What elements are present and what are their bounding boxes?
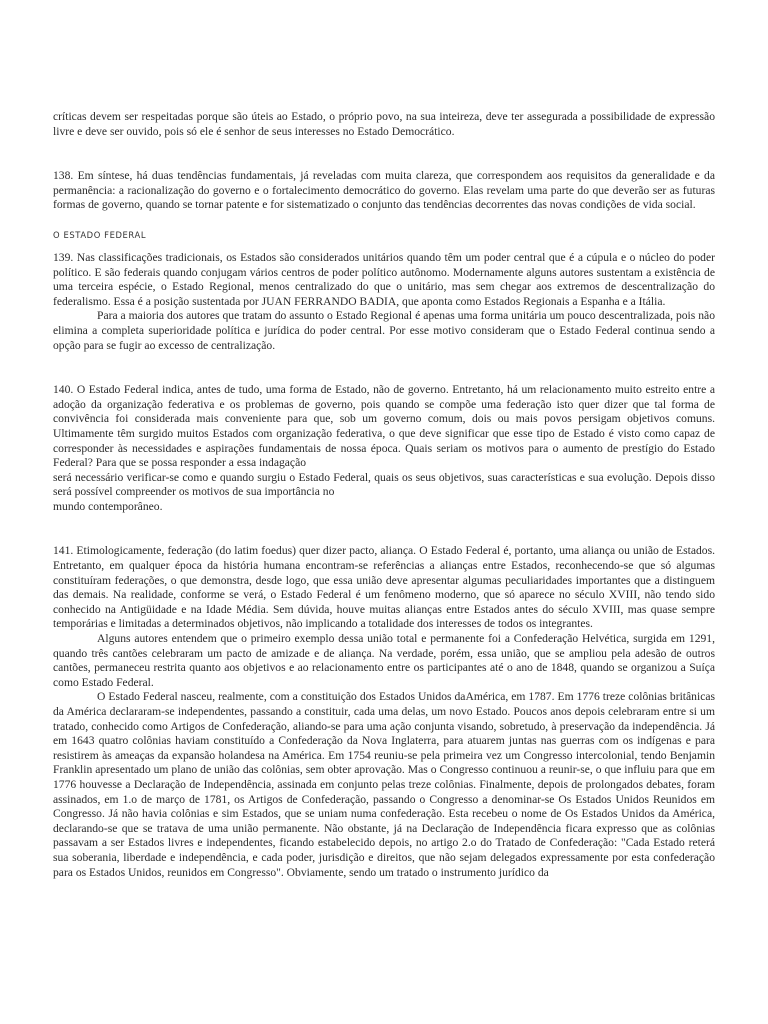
paragraph-141-continued: Alguns autores entendem que o primeiro exemplo dessa união total e permanente foi a Confederação Helvética, surgida em 1291, quando três cantões celebraram um pacto de amizade e de aliança. Na verdade, porém, essa união, que se ampliou pela adesão de outros cantões, permaneceu restrita quanto aos objetivos e ao relacionamento entre os participantes até o ano de 1848, quando se organizou a Suíça como Estado Federal. bbox=[53, 632, 715, 689]
paragraph-140-line3: mundo contemporâneo. bbox=[53, 499, 163, 513]
paragraph-138: 138. Em síntese, há duas tendências fundamentais, já reveladas com muita clareza, que correspondem aos requisitos da generalidade e da permanência: a racionalização do governo e o fortalecimento democrático do governo. Elas revelam uma parte do que deverão ser as futuras formas de governo, quando se tornar patente e for sistematizado o conjunto das tendências decorrentes das novas condições de vida social. bbox=[53, 169, 715, 212]
paragraph-139: 139. Nas classificações tradicionais, os Estados são considerados unitários quando têm um poder central que é a cúpula e o núcleo do poder político. E são federais quando conjugam vários centros de poder político autônomo. Modernamente alguns autores sustentam a existência de uma terceira espécie, o Estado Regional, menos centralizado do que o unitário, mas sem chegar aos extremos de descentralização do federalismo. Essa é a posição sustentada por JUAN FERRANDO BADIA, que aponta como Estados Regionais a Espanha e a Itália. bbox=[53, 250, 715, 308]
section-heading: O ESTADO FEDERAL bbox=[53, 229, 147, 240]
paragraph-141: 141. Etimologicamente, federação (do latim foedus) quer dizer pacto, aliança. O Estado Federal é, portanto, uma aliança ou união de Estados. Entretanto, em qualquer época da história humana encontram-se referências a alianças entre Estados, reconhecendo-se que só algumas constituíram federações, o que demonstra, desde logo, que essa união deve apresentar algumas peculiaridades importantes que a distinguem das demais. Na realidade, conforme se verá, o Estado Federal é um fenômeno moderno, que só aparece no século XVIII, não tendo sido conhecido na Antigüidade e na Idade Média. Sem dúvida, houve muitas alianças entre Estados antes do século XVIII, mas quase sempre temporárias e limitadas a determinados objetivos, não implicando a totalidade dos interesses de todos os integrantes. bbox=[53, 544, 715, 631]
paragraph-intro: críticas devem ser respeitadas porque são úteis ao Estado, o próprio povo, na sua inteireza, deve ter assegurada a possibilidade de expressão livre e deve ser ouvido, pois só ele é senhor de seus interesses no Estado Democrático. bbox=[53, 110, 715, 138]
paragraph-141-continued-2: O Estado Federal nasceu, realmente, com a constituição dos Estados Unidos daAmérica, em 1787. Em 1776 treze colônias britânicas da América declararam-se independentes, passando a constituir, cada uma delas, um novo Estado. Poucos anos depois celebraram entre si um tratado, conhecido como Artigos de Confederação, aliando-se para uma ação conjunta visando, sobretudo, à preservação da independência. Já em 1643 quatro colônias haviam constituído a Confederação da Nova Inglaterra, para atuarem juntas nas guerras com os indígenas e para resistirem às ameaças da expansão holandesa na América. Em 1754 reuniu-se pela primeira vez um Congresso intercolonial, tendo Benjamin Franklin apresentado um plano de união das colônias, sem obter aprovação. Mas o Congresso continuou a reunir-se, o que influiu para que em 1776 houvesse a Declaração de Independência, assinada em conjunto pelas treze colônias. Finalmente, depois de prolongados debates, foram assinados, em 1.o de março de 1781, os Artigos de Confederação, passando o Congresso a denominar-se Os Estados Unidos Reunidos em Congresso. Já não havia colônias e sim Estados, que se uniam numa confederação. Esta recebeu o nome de Os Estados Unidos da América, declarando-se que se tratava de uma união permanente. Não obstante, já na Declaração de Independência ficara expresso que as colônias passavam a ser Estados livres e independentes, ficando estabelecido depois, no artigo 2.o do Tratado de Confederação: "Cada Estado reterá sua soberania, liberdade e independência, e cada poder, jurisdição e direitos, que não sejam delegados expressamente por esta confederação para os Estados Unidos, reunidos em Congresso". Obviamente, sendo um tratado o instrumento jurídico da bbox=[53, 690, 715, 879]
spacer bbox=[53, 514, 715, 544]
spacer bbox=[53, 241, 715, 251]
paragraph-140-line2: será necessário verificar-se como e quando surgiu o Estado Federal, quais os seus objetivos, suas características e sua evolução. Depois disso será possível compreender os motivos de sua importância no bbox=[53, 470, 715, 499]
spacer bbox=[53, 213, 715, 229]
spacer bbox=[53, 139, 715, 169]
document-page bbox=[53, 110, 715, 880]
paragraph-139-continued: Para a maioria dos autores que tratam do assunto o Estado Regional é apenas uma forma unitária um pouco descentralizada, pois não elimina a completa superioridade política e jurídica do poder central. Por esse motivo consideram que o Estado Federal continua sendo a opção para se fugir ao excesso de centralização. bbox=[53, 309, 715, 352]
spacer bbox=[53, 353, 715, 383]
paragraph-140: 140. O Estado Federal indica, antes de tudo, uma forma de Estado, não de governo. Entretanto, há um relacionamento muito estreito entre a adoção da organização federativa e os problemas de governo, pois quando se compõe uma federação isto quer dizer que tal forma de convivência foi considerada mais conveniente para que, sob um governo comum, dois ou mais povos persigam objetivos comuns. Ultimamente têm surgido muitos Estados com organização federativa, o que deve significar que esse tipo de Estado é visto como capaz de corresponder às necessidades e aspirações fundamentais de nossa época. Quais seriam os motivos para o aumento de prestígio do Estado Federal? Para que se possa responder a essa indagação bbox=[53, 383, 715, 470]
